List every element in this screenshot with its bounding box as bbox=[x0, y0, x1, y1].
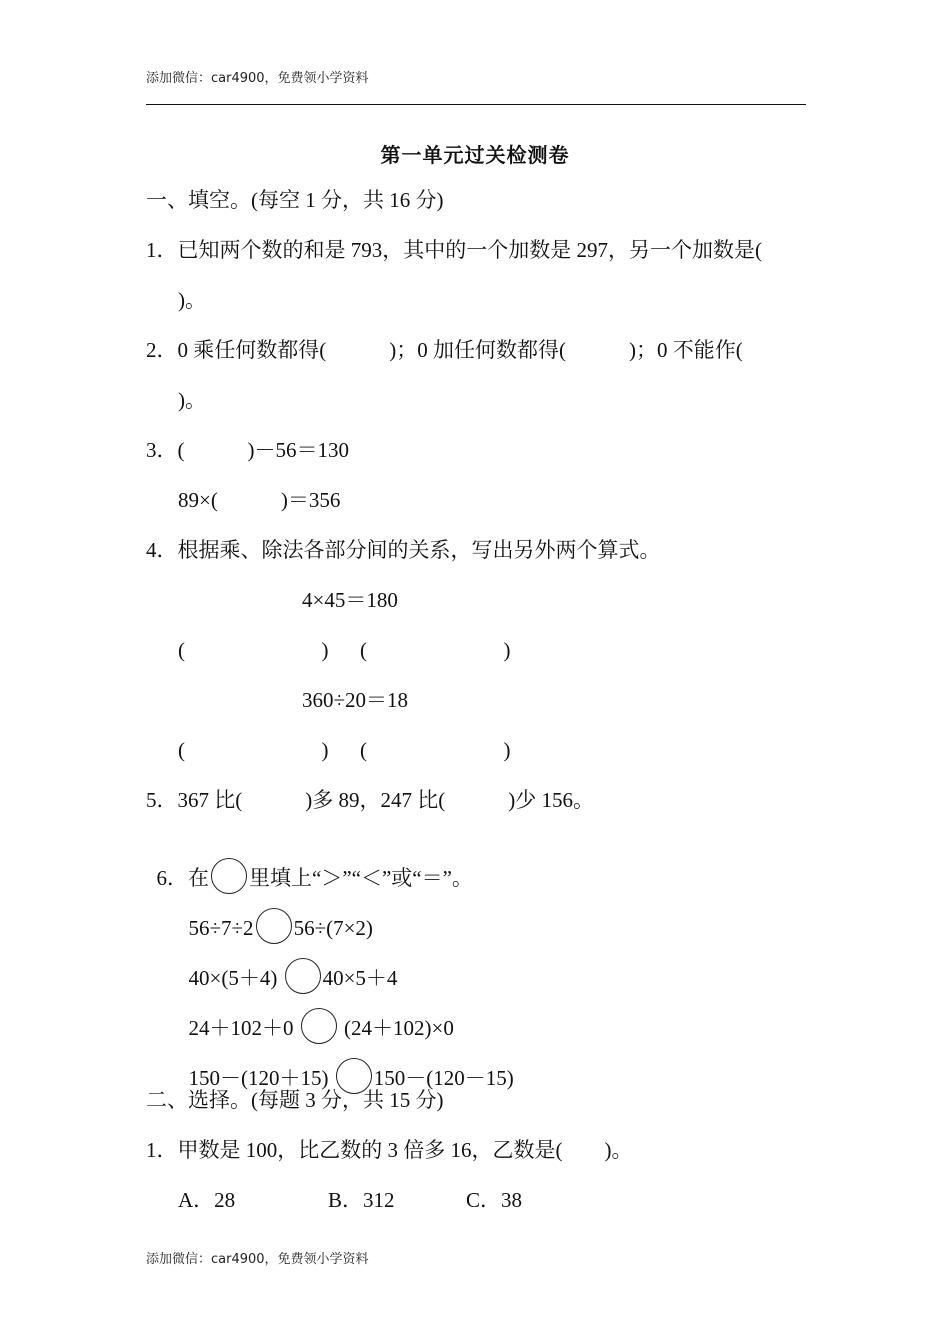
section2-heading: 二、选择。(每题 3 分，共 15 分) bbox=[146, 1088, 444, 1112]
q6-row-3-right: (24＋102)×0 bbox=[344, 1016, 454, 1040]
q6-prompt-b: 里填上“＞”“＜”或“＝”。 bbox=[249, 866, 473, 890]
q4-blank-1a: ( ) bbox=[178, 638, 329, 662]
q6-row-2-left: 40×(5＋4) bbox=[188, 966, 278, 990]
s2-q1-option-c: C．38 bbox=[466, 1188, 523, 1212]
q6-row-4-left: 150－(120＋15) bbox=[188, 1066, 329, 1090]
q6-row-3-left: 24＋102＋0 bbox=[188, 1016, 294, 1040]
q4-blank-1b: ( ) bbox=[360, 638, 511, 662]
q6-row-1-right: 56÷(7×2) bbox=[293, 916, 373, 940]
q4-equation-2: 360÷20＝18 bbox=[302, 688, 409, 712]
q2-line1: 2．0 乘任何数都得( )；0 加任何数都得( )；0 不能作( bbox=[146, 338, 743, 362]
s2-q1-option-a: A．28 bbox=[178, 1188, 236, 1212]
q1-line1: 1．已知两个数的和是 793，其中的一个加数是 297，另一个加数是( bbox=[146, 238, 762, 262]
q5-text: 5．367 比( )多 89，247 比( )少 156。 bbox=[146, 788, 594, 812]
q4-prompt: 4．根据乘、除法各部分间的关系，写出另外两个算式。 bbox=[146, 538, 661, 562]
s2-q1-option-b: B．312 bbox=[328, 1188, 395, 1212]
q6-row-2-right: 40×5＋4 bbox=[322, 966, 398, 990]
q3-line1: 3．( )－56＝130 bbox=[146, 438, 349, 462]
q1-line2: )。 bbox=[178, 288, 206, 312]
q2-line2: )。 bbox=[178, 388, 206, 412]
s2-q1-text: 1．甲数是 100，比乙数的 3 倍多 16，乙数是( )。 bbox=[146, 1138, 633, 1162]
page-title: 第一单元过关检测卷 bbox=[380, 143, 570, 167]
q4-equation-1: 4×45＝180 bbox=[302, 588, 398, 612]
footer-note: 添加微信：car4900，免费领小学资料 bbox=[146, 1252, 369, 1267]
q3-line2: 89×( )＝356 bbox=[178, 488, 341, 512]
header-note: 添加微信：car4900，免费领小学资料 bbox=[146, 71, 369, 86]
section1-heading: 一、填空。(每空 1 分，共 16 分) bbox=[146, 188, 444, 212]
q6-prompt-a: 6．在 bbox=[156, 866, 209, 890]
q4-blank-2a: ( ) bbox=[178, 738, 329, 762]
q6-row-1-left: 56÷7÷2 bbox=[188, 916, 254, 940]
q6-row-4-right: 150－(120－15) bbox=[373, 1066, 514, 1090]
header-divider bbox=[146, 104, 806, 105]
q4-blank-2b: ( ) bbox=[360, 738, 511, 762]
